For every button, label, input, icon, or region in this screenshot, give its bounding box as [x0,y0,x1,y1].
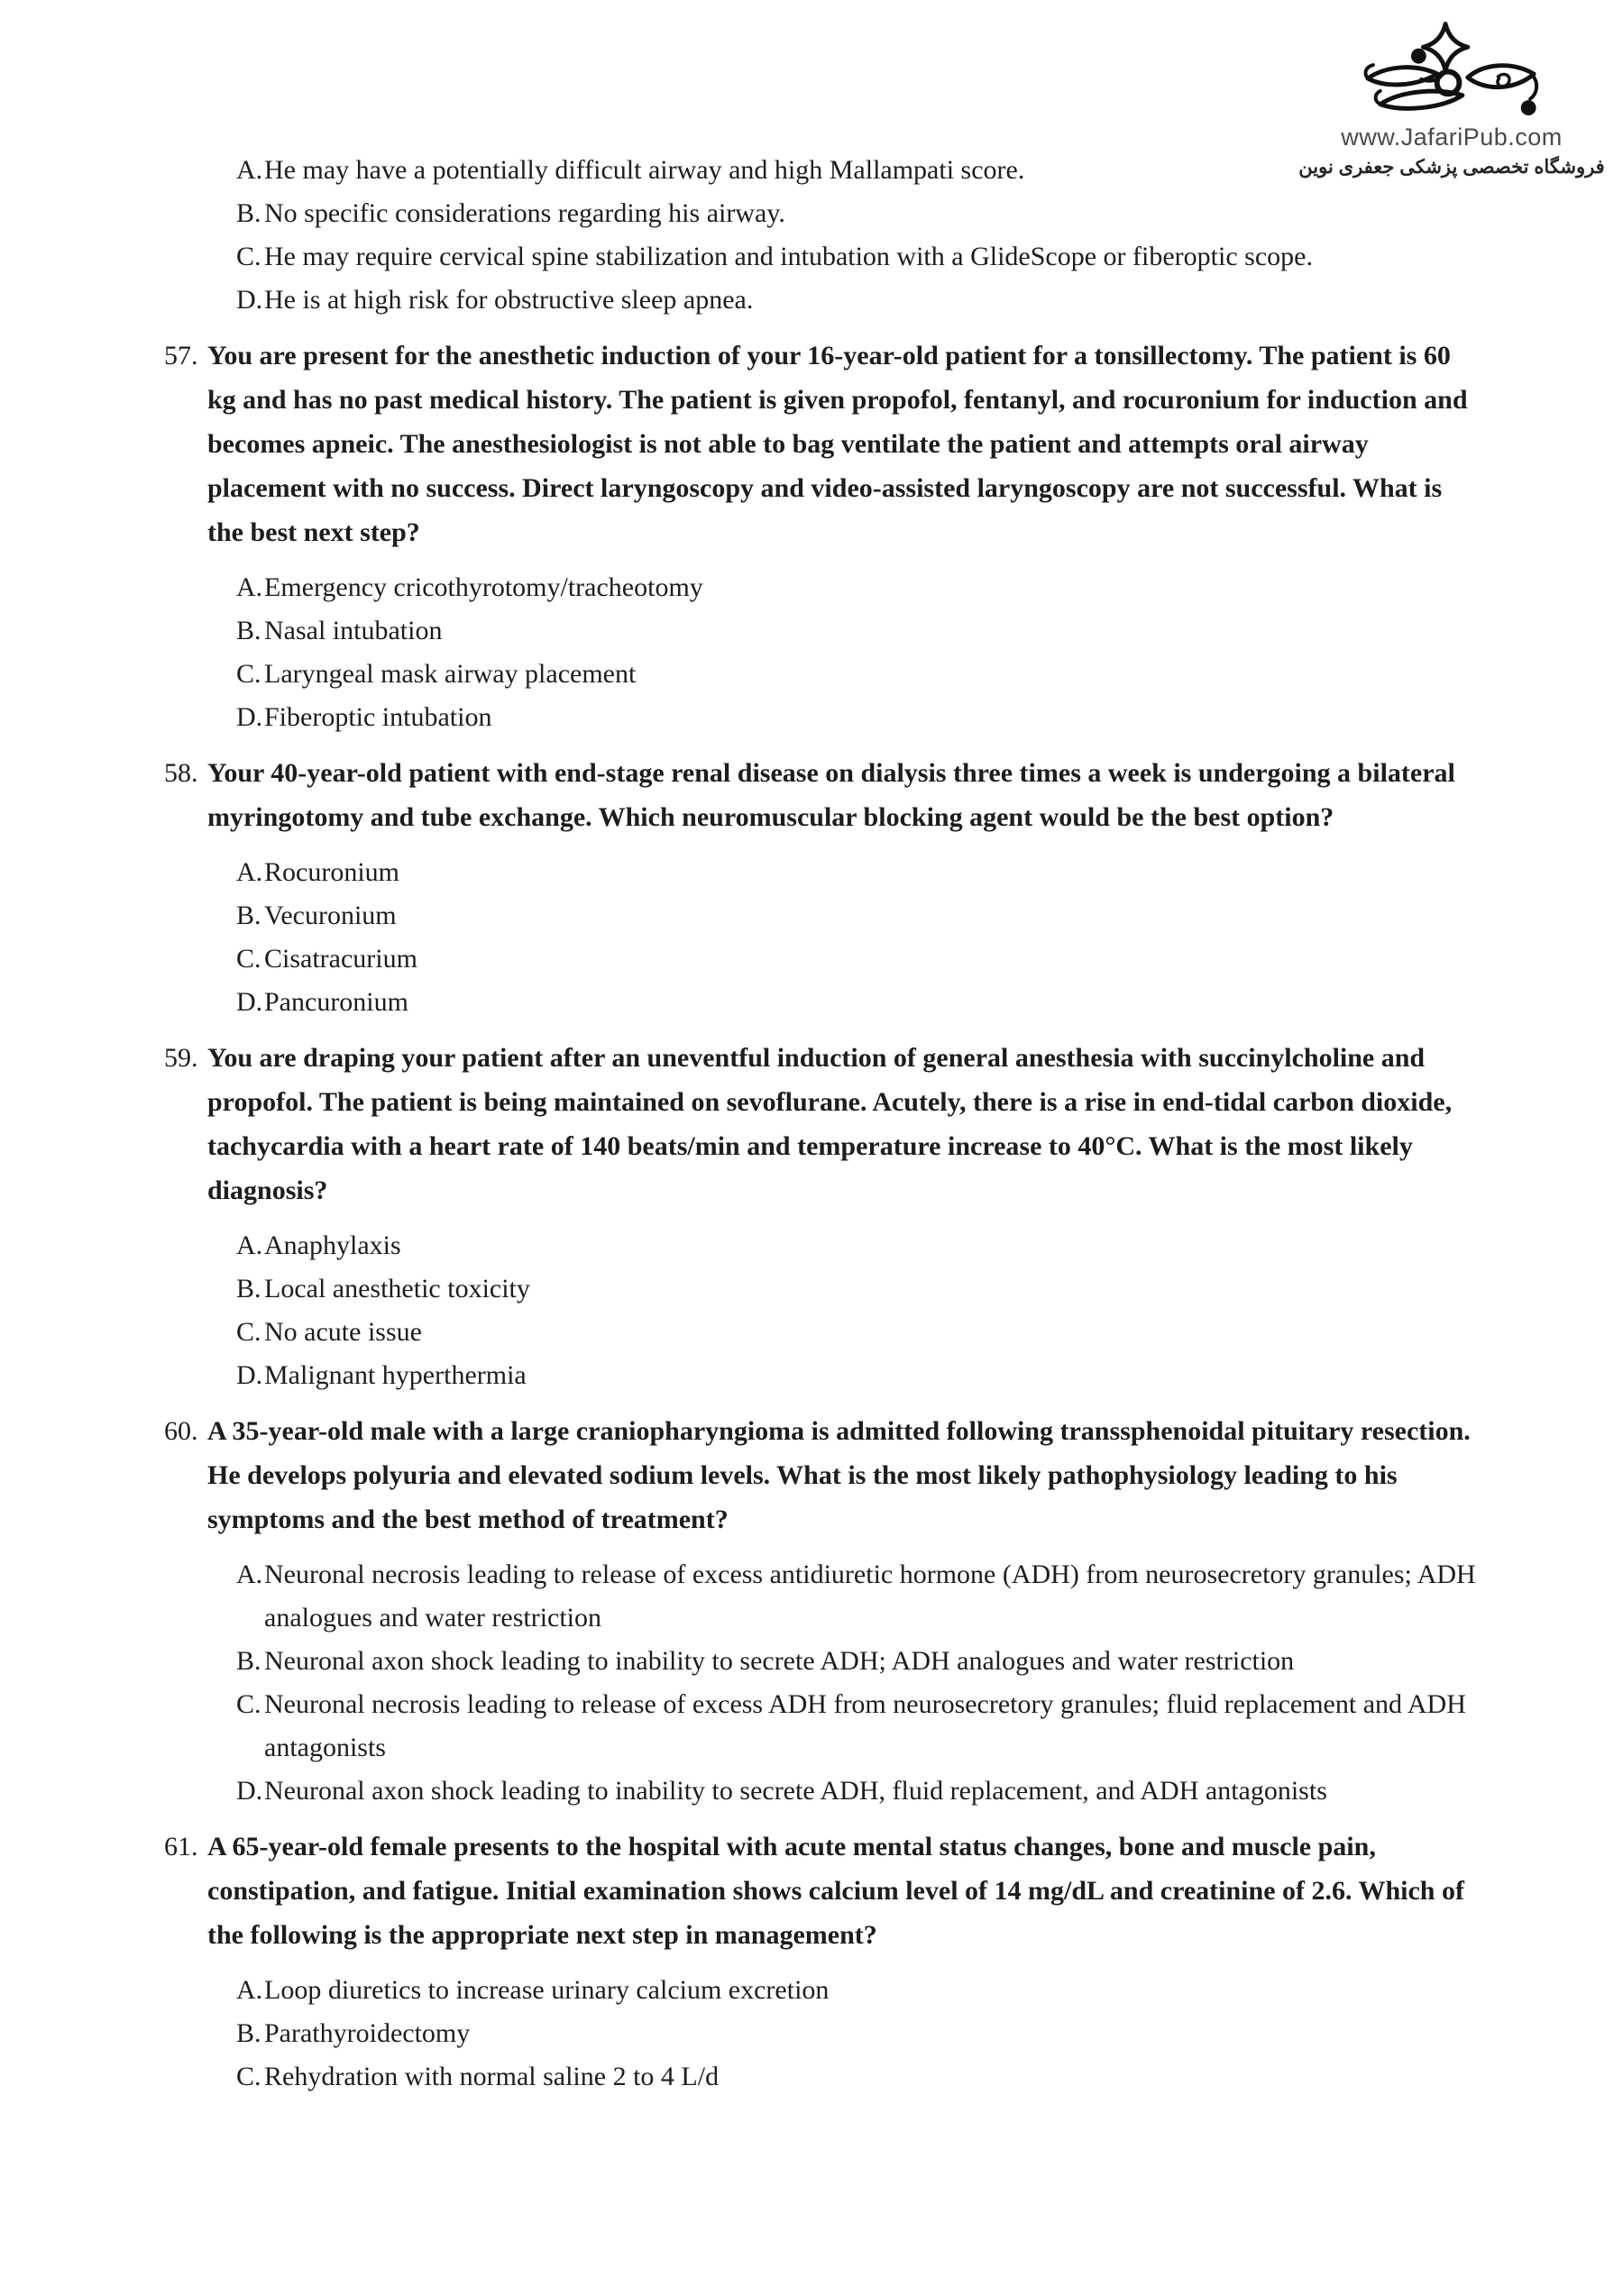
option-item [236,1267,1483,1311]
option-letter: A. [236,1560,263,1589]
question-number: 60. [164,1416,198,1446]
option-letter: B. [236,901,261,930]
option-text: Neuronal necrosis leading to release of excess ADH from neurosecretory granules; fluid replacement and ADH antagonists [264,1689,1466,1762]
option-item [236,279,1483,322]
option-item [236,1224,1483,1267]
option-text: Emergency cricothyrotomy/tracheotomy [264,572,703,602]
option-letter: C. [236,659,261,689]
question-text: A 35-year-old male with a large craniopharyngioma is admitted following transsphenoidal pituitary resection. He develops polyuria and elevated sodium levels. What is the most likely pathophysiology leading to his symptoms and the best method of treatment? [207,1416,1471,1534]
option-letter: B. [236,616,261,645]
question-56-options-list [207,149,1483,322]
option-text: Cisatracurium [264,944,417,974]
logo-tagline-farsi: فروشگاه تخصصی پزشکی جعفری نوین [1298,157,1605,178]
option-item [236,149,1483,192]
option-text: Rehydration with normal saline 2 to 4 L/d [264,2062,720,2091]
option-item [236,1969,1483,2012]
option-text: Vecuronium [264,901,397,930]
option-text: He may require cervical spine stabilization and intubation with a GlideScope or fiberoptic scope. [264,242,1313,271]
question-58 [164,751,1483,839]
option-text: No acute issue [264,1317,422,1347]
logo-site-url: www.JafariPub.com [1341,123,1563,151]
option-item [236,1311,1483,1354]
question-text: You are present for the anesthetic induction of your 16-year-old patient for a tonsillectomy. The patient is 60 kg and has no past medical history. The patient is given propofol, fentanyl, and rocuronium for induction and becomes apneic. The anesthesiologist is not able to bag ventilate the patient and attempts oral airway placement with no success. Direct laryngoscopy and video-assisted laryngoscopy are not successful. What is the best next step? [207,341,1468,547]
option-text: Local anesthetic toxicity [264,1274,530,1304]
exam-questions-page [0,149,1623,2099]
option-letter: A. [236,1975,263,2005]
option-item [236,1770,1483,1813]
option-item [236,696,1483,739]
question-61 [164,1825,1483,1957]
option-text: Neuronal axon shock leading to inability to secrete ADH, fluid replacement, and ADH antagonists [264,1776,1327,1806]
option-letter: D. [236,702,263,732]
option-letter: A. [236,155,263,185]
question-number: 61. [164,1832,198,1861]
option-text: Pancuronium [264,987,408,1017]
question-number: 59. [164,1043,198,1073]
option-letter: B. [236,1646,261,1676]
option-text: Neuronal necrosis leading to release of excess antidiuretic hormone (ADH) from neurosecretory granules; ADH analogues and water restriction [264,1560,1476,1633]
option-text: Parathyroidectomy [264,2018,471,2048]
question-number: 57. [164,341,198,370]
option-letter: C. [236,944,261,974]
question-60-options-list [207,1553,1483,1813]
option-letter: C. [236,2062,261,2091]
question-58-options-list [207,851,1483,1024]
option-text: Fiberoptic intubation [264,702,492,732]
option-letter: A. [236,857,263,887]
option-item [236,894,1483,938]
option-item [236,653,1483,696]
option-item [236,981,1483,1024]
question-59 [164,1036,1483,1212]
question-57 [164,334,1483,554]
option-item [236,938,1483,981]
option-text: Laryngeal mask airway placement [264,659,637,689]
option-item [236,192,1483,235]
option-letter: C. [236,1689,261,1719]
option-text: He may have a potentially difficult airway and high Mallampati score. [264,155,1025,185]
option-letter: D. [236,1360,263,1390]
option-letter: B. [236,2018,261,2048]
option-letter: B. [236,198,261,228]
option-text: He is at high risk for obstructive sleep apnea. [264,285,754,315]
option-item [236,1683,1483,1770]
option-text: Rocuronium [264,857,399,887]
option-item [236,2055,1483,2099]
option-letter: D. [236,285,263,315]
option-text: Malignant hyperthermia [264,1360,527,1390]
question-57-options-list [207,566,1483,739]
option-item [236,609,1483,653]
option-text: Anaphylaxis [264,1230,401,1260]
option-letter: C. [236,1317,261,1347]
option-letter: A. [236,1230,263,1260]
option-letter: D. [236,1776,263,1806]
option-text: No specific considerations regarding his airway. [264,198,785,228]
option-item [236,851,1483,894]
option-letter: A. [236,572,263,602]
question-60 [164,1409,1483,1541]
question-number: 58. [164,758,198,788]
option-text: Loop diuretics to increase urinary calcium excretion [264,1975,830,2005]
option-item [236,2012,1483,2055]
option-text: Neuronal axon shock leading to inability to secrete ADH; ADH analogues and water restriction [264,1646,1295,1676]
option-letter: D. [236,987,263,1017]
option-item [236,235,1483,279]
option-item [236,1640,1483,1683]
option-item [236,1553,1483,1640]
jafaripub-calligraphy-icon [1362,22,1541,123]
question-text: Your 40-year-old patient with end-stage renal disease on dialysis three times a week is undergoing a bilateral myringotomy and tube exchange. Which neuromuscular blocking agent would be the best option? [207,758,1455,832]
option-letter: C. [236,242,261,271]
option-item [236,1354,1483,1397]
question-59-options-list [207,1224,1483,1397]
question-text: You are draping your patient after an uneventful induction of general anesthesia with succinylcholine and propofol. The patient is being maintained on sevoflurane. Acutely, there is a rise in end-tidal carbon dioxide, tachycardia with a heart rate of 140 beats/min and temperature increase to 40°C. What is the most likely diagnosis? [207,1043,1453,1205]
option-item [236,566,1483,609]
question-61-options-list [207,1969,1483,2099]
option-letter: B. [236,1274,261,1304]
question-text: A 65-year-old female presents to the hospital with acute mental status changes, bone and muscle pain, constipation, and fatigue. Initial examination shows calcium level of 14 mg/dL and creatinine of 2.6. Which of the following is the appropriate next step in management? [207,1832,1464,1950]
option-text: Nasal intubation [264,616,443,645]
